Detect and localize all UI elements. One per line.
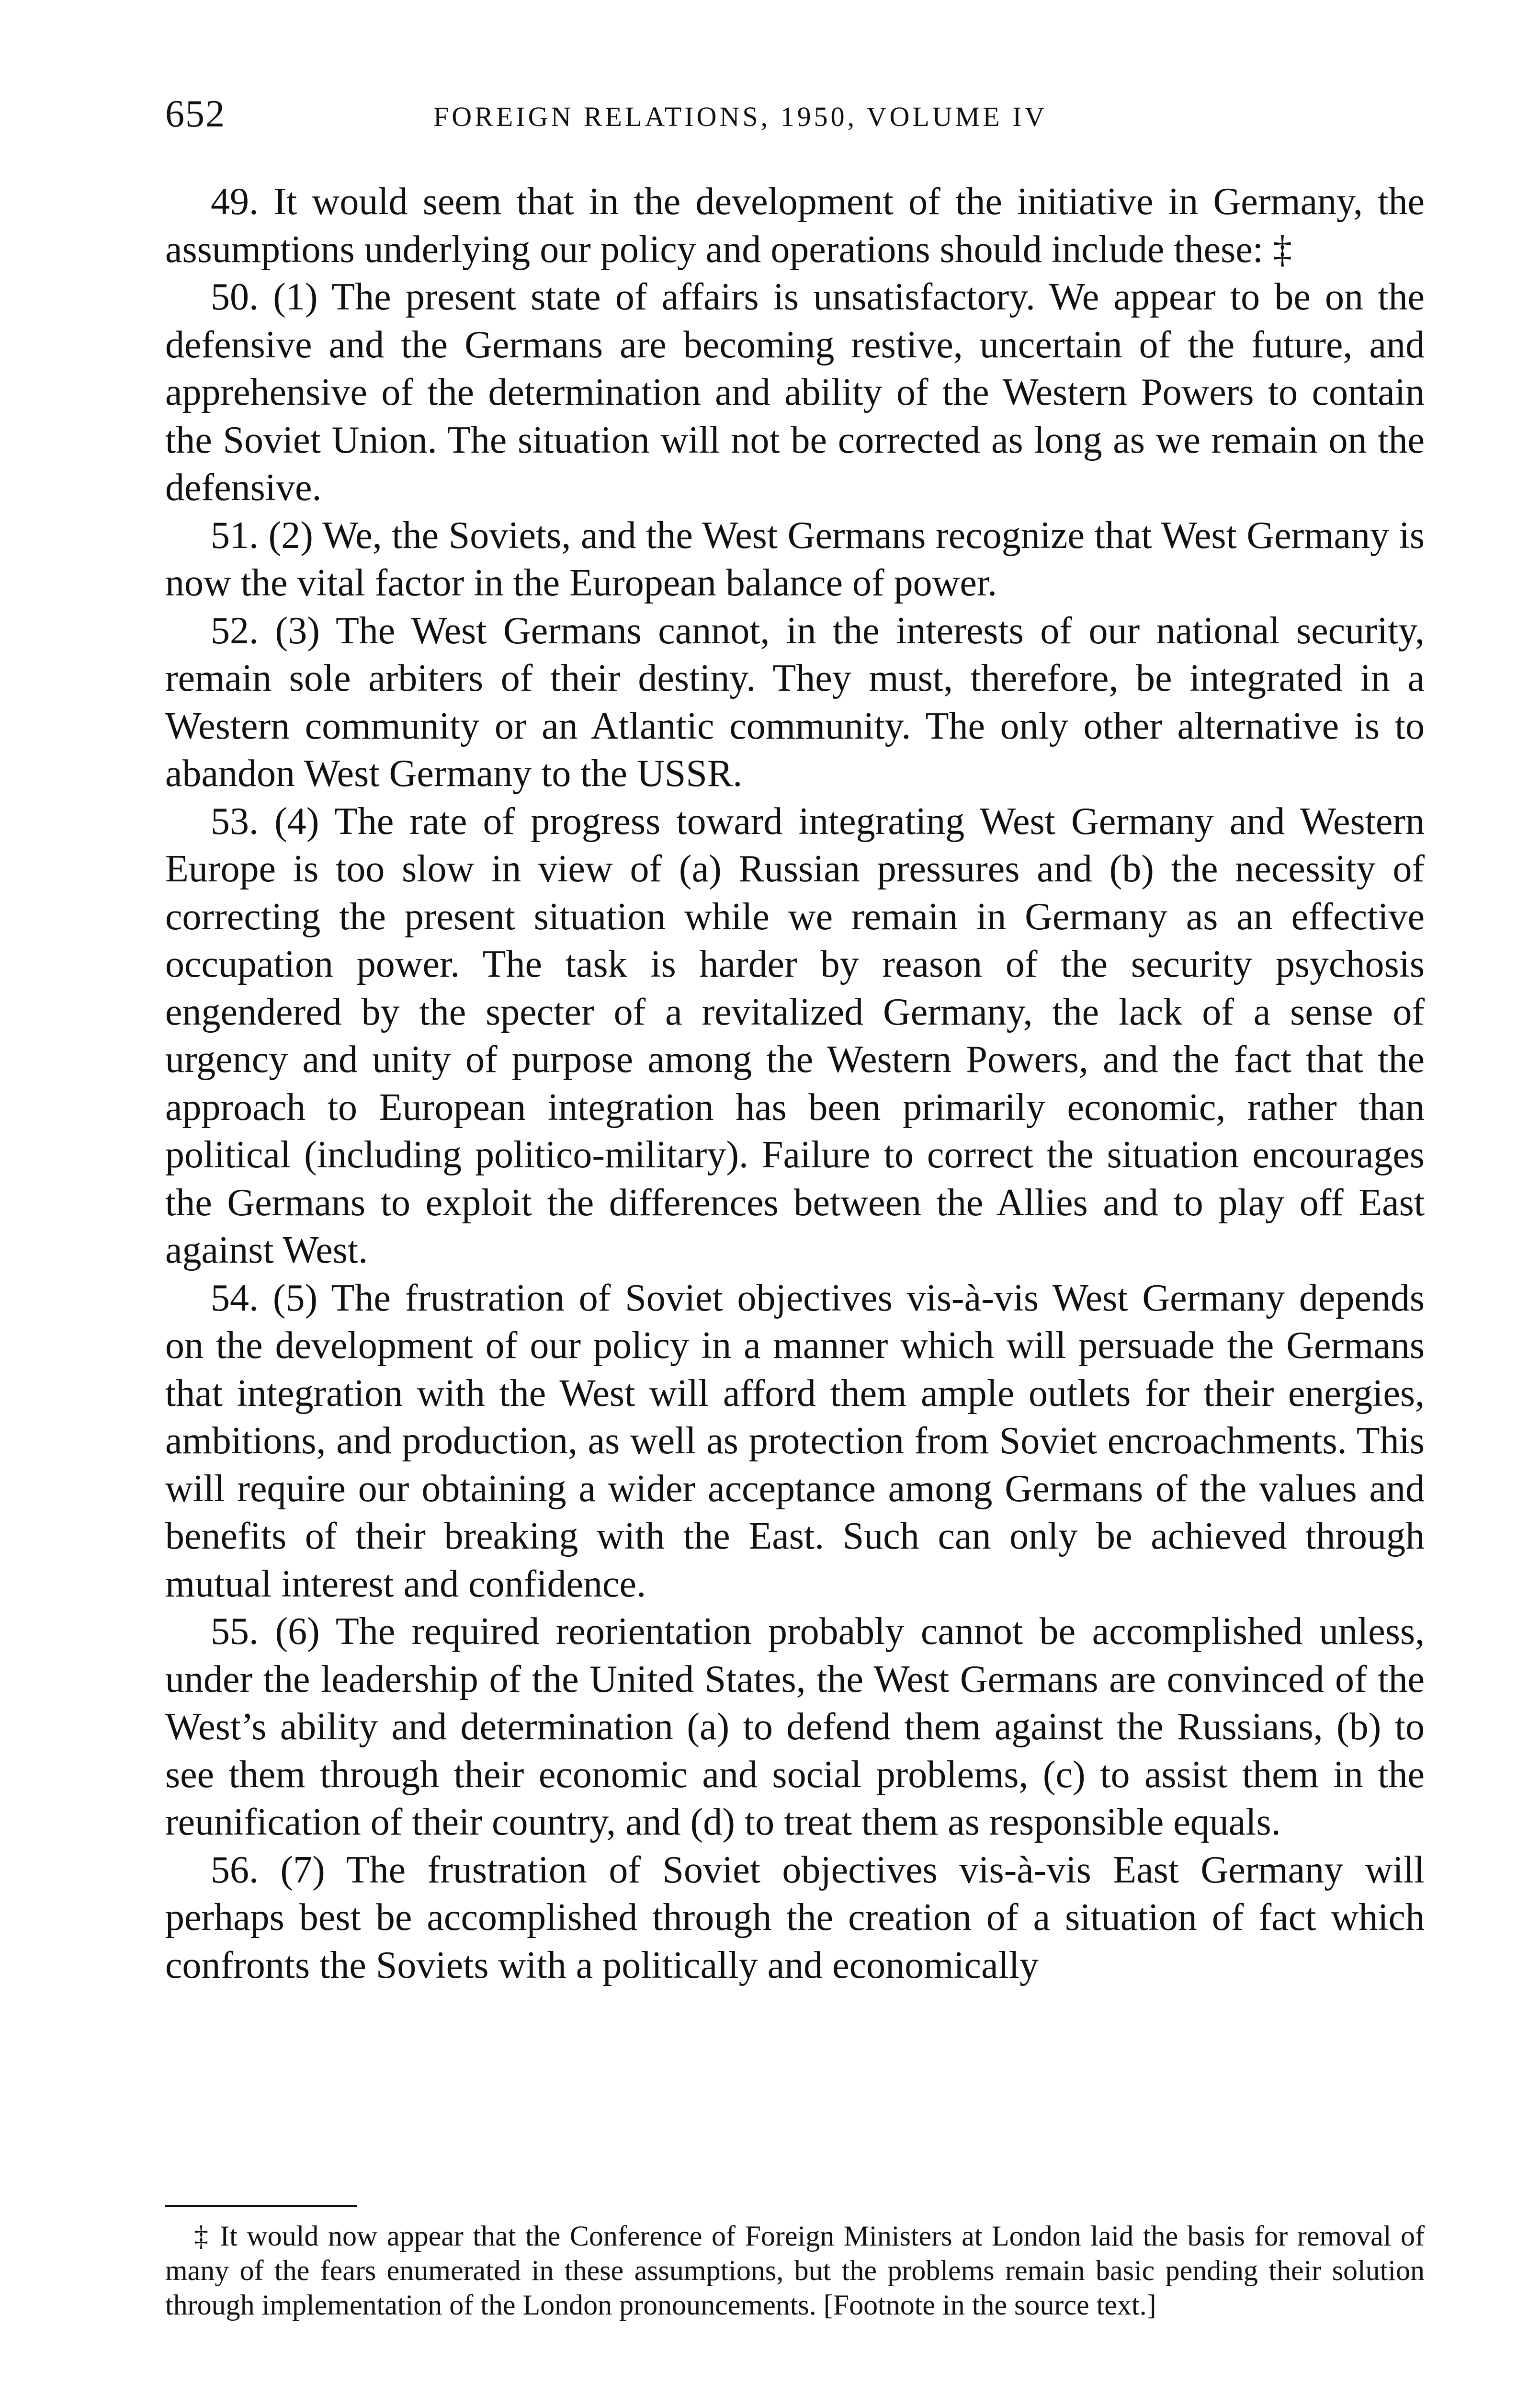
page-number: 652 <box>165 93 226 135</box>
paragraph-52: 52. (3) The West Germans cannot, in the interests of our national security, remain sole arbiters of their destiny. They must, therefore, be integrated in a Western community or an Atlantic community. The only other alternative is to abandon West Germany to the USSR. <box>165 609 1425 795</box>
paragraph-50: 50. (1) The present state of affairs is unsatisfactory. We appear to be on the defensive and the Germans are becoming restive, uncertain of the future, and apprehensive of the determination and ability of the Western Powers to contain the Soviet Union. The situation will not be corrected as long as we remain on the defensive. <box>165 276 1425 509</box>
footnote: ‡ It would now appear that the Conference of Foreign Ministers at London laid the basis for removal of many of the fears enumerated in these assumptions, but the problems remain basic pending their solution through implementation of the London pronouncements. [Footnote in the source text.] <box>165 2220 1425 2321</box>
running-head <box>165 90 1420 138</box>
body-text <box>165 178 1425 1989</box>
running-head-title: FOREIGN RELATIONS, 1950, VOLUME IV <box>433 101 1048 132</box>
paragraph-53: 53. (4) The rate of progress toward integrating West Germany and Western Europe is too slow in view of (a) Russian pressures and (b) the necessity of correcting the present situation while we remain in Germany as an effective occupation power. The task is harder by reason of the security psychosis engendered by the specter of a revitalized Germany, the lack of a sense of urgency and unity of purpose among the Western Powers, and the fact that the approach to European integration has been primarily economic, rather than political (including politico-military). Failure to correct the situation encourages the Germans to exploit the differences between the Allies and to play off East against West. <box>165 800 1425 1271</box>
paragraph-49: 49. It would seem that in the development of the initiative in Germany, the assumptions underlying our policy and operations should include these: ‡ <box>165 181 1425 271</box>
paragraph-51: 51. (2) We, the Soviets, and the West Germans recognize that West Germany is now the vital factor in the European balance of power. <box>165 514 1425 604</box>
paragraph-56: 56. (7) The frustration of Soviet objectives vis-à-vis East Germany will perhaps best be accomplished through the creation of a situation of fact which confronts the Soviets with a politically and economically <box>165 1848 1425 1986</box>
footnote-divider <box>165 2205 357 2207</box>
paragraph-54: 54. (5) The frustration of Soviet objectives vis-à-vis West Germany depends on the development of our policy in a manner which will persuade the Germans that integration with the West will afford them ample outlets for their energies, ambitions, and production, as well as protection from Soviet encroachments. This will require our obtaining a wider acceptance among Germans of the values and benefits of their breaking with the East. Such can only be achieved through mutual interest and confidence. <box>165 1277 1425 1605</box>
paragraph-55: 55. (6) The required reorientation probably cannot be accomplished unless, under the leadership of the United States, the West Germans are convinced of the West’s ability and determination (a) to defend them against the Russians, (b) to see them through their economic and social problems, (c) to assist them in the reunification of their country, and (d) to treat them as responsible equals. <box>165 1610 1425 1843</box>
